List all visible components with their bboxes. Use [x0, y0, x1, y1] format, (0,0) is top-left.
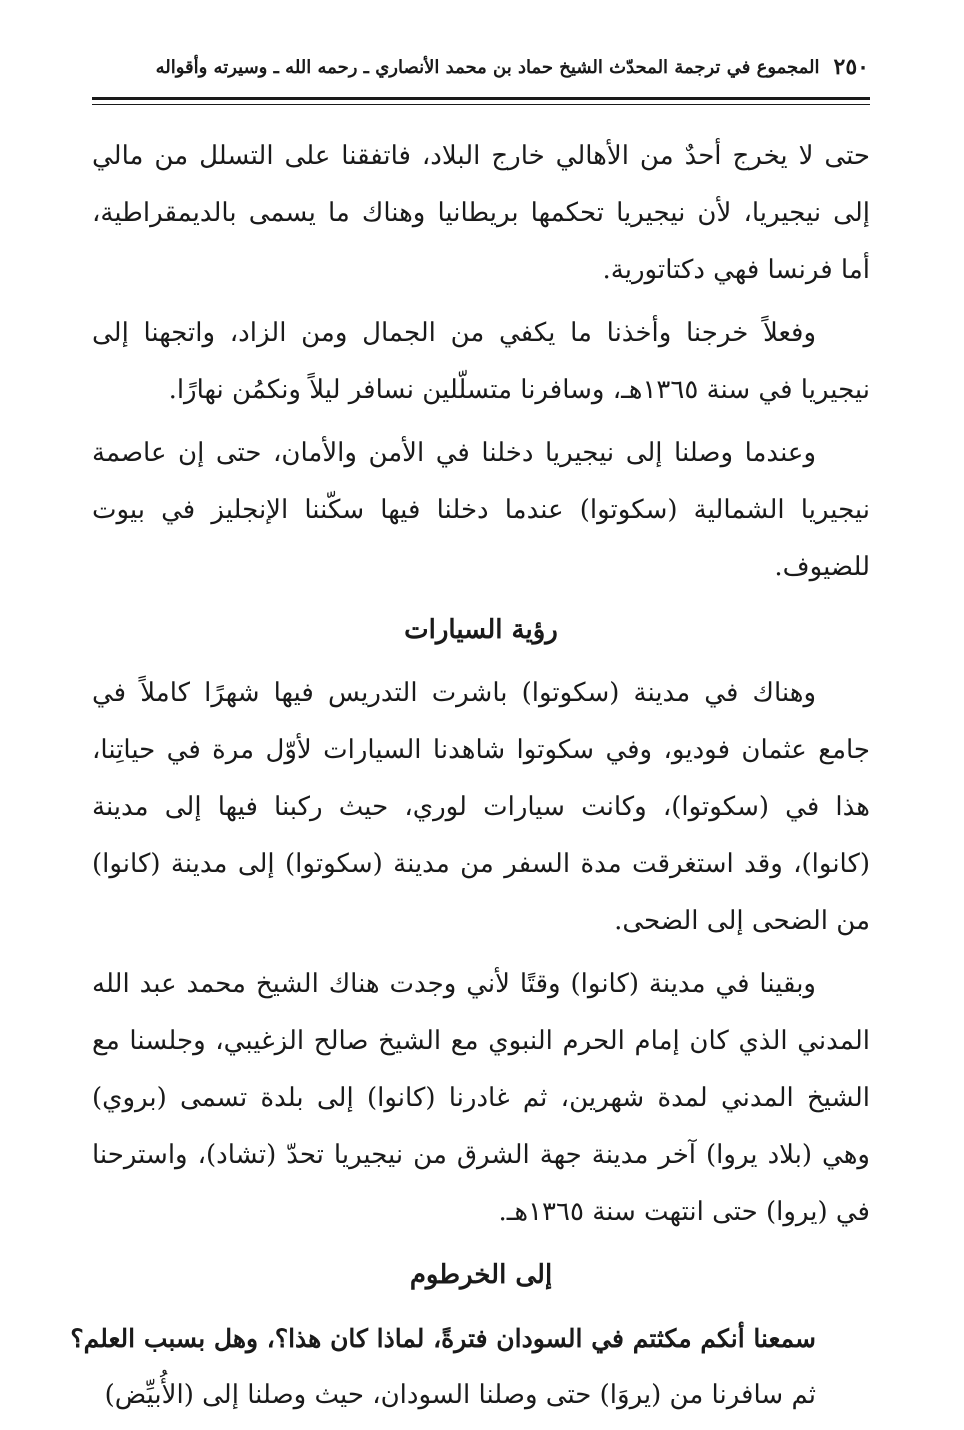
running-header [155, 50, 869, 84]
running-title: المجموع في ترجمة المحدّث الشيخ حماد بن محمد الأنصاري ـ رحمه الله ـ وسيرته وأقواله [155, 56, 820, 78]
header-rule-thin [92, 104, 870, 105]
paragraph: وفعلاً خرجنا وأخذنا ما يكفي من الجمال ومن الزاد، واتجهنا إلى نيجيريا في سنة ١٣٦٥هـ، وسافرنا متسلّلين نسافر ليلاً ونكمُن نهارًا. [92, 318, 870, 405]
paragraph: ثم سافرنا من (يروَا) حتى وصلنا السودان، حيث وصلنا إلى (الأُبيِّض) [104, 1380, 816, 1410]
interview-question: سمعنا أنكم مكثتم في السودان فترةً، لماذا كان هذا؟، وهل بسبب العلم؟ [70, 1324, 816, 1353]
page-body [70, 128, 870, 1430]
page-number: ٢٥٠ [833, 54, 869, 80]
section-heading: رؤية السيارات [404, 615, 558, 645]
header-rule-thick [92, 97, 870, 100]
section-heading: إلى الخرطوم [409, 1260, 553, 1290]
paragraph: وهناك في مدينة (سكوتوا) باشرت التدريس فيها شهرًا كاملاً في جامع عثمان فوديو، وفي سكوتوا شاهدنا السيارات لأوّل مرة في حياتِنا، هذا في (سكوتوا)، وكانت سيارات لوري، حيث ركبنا فيها إلى مدينة (كانوا)، وقد استغرقت مدة السفر من مدينة (سكوتوا) إلى مدينة (كانوا) من الضحى إلى الضحى. [92, 678, 870, 936]
paragraph: وعندما وصلنا إلى نيجيريا دخلنا في الأمن والأمان، حتى إن عاصمة نيجيريا الشمالية (سكوتوا) عندما دخلنا فيها سكّننا الإنجليز في بيوت للضيوف. [92, 438, 870, 582]
paragraph: وبقينا في مدينة (كانوا) وقتًا لأني وجدت هناك الشيخ محمد عبد الله المدني الذي كان إمام الحرم النبوي مع الشيخ صالح الزغيبي، وجلسنا مع الشيخ المدني لمدة شهرين، ثم غادرنا (كانوا) إلى بلدة تسمى (بروي) وهي (بلاد يروا) آخر مدينة جهة الشرق من نيجيريا تحدّ (تشاد)، واسترحنا في (يروا) حتى انتهت سنة ١٣٦٥هـ. [92, 969, 870, 1227]
paragraph: حتى لا يخرج أحدٌ من الأهالي خارج البلاد، فاتفقنا على التسلل من مالي إلى نيجيريا، لأن نيجيريا تحكمها بريطانيا وهناك ما يسمى بالديمقراطية، أما فرنسا فهي دكتاتورية. [92, 141, 870, 285]
